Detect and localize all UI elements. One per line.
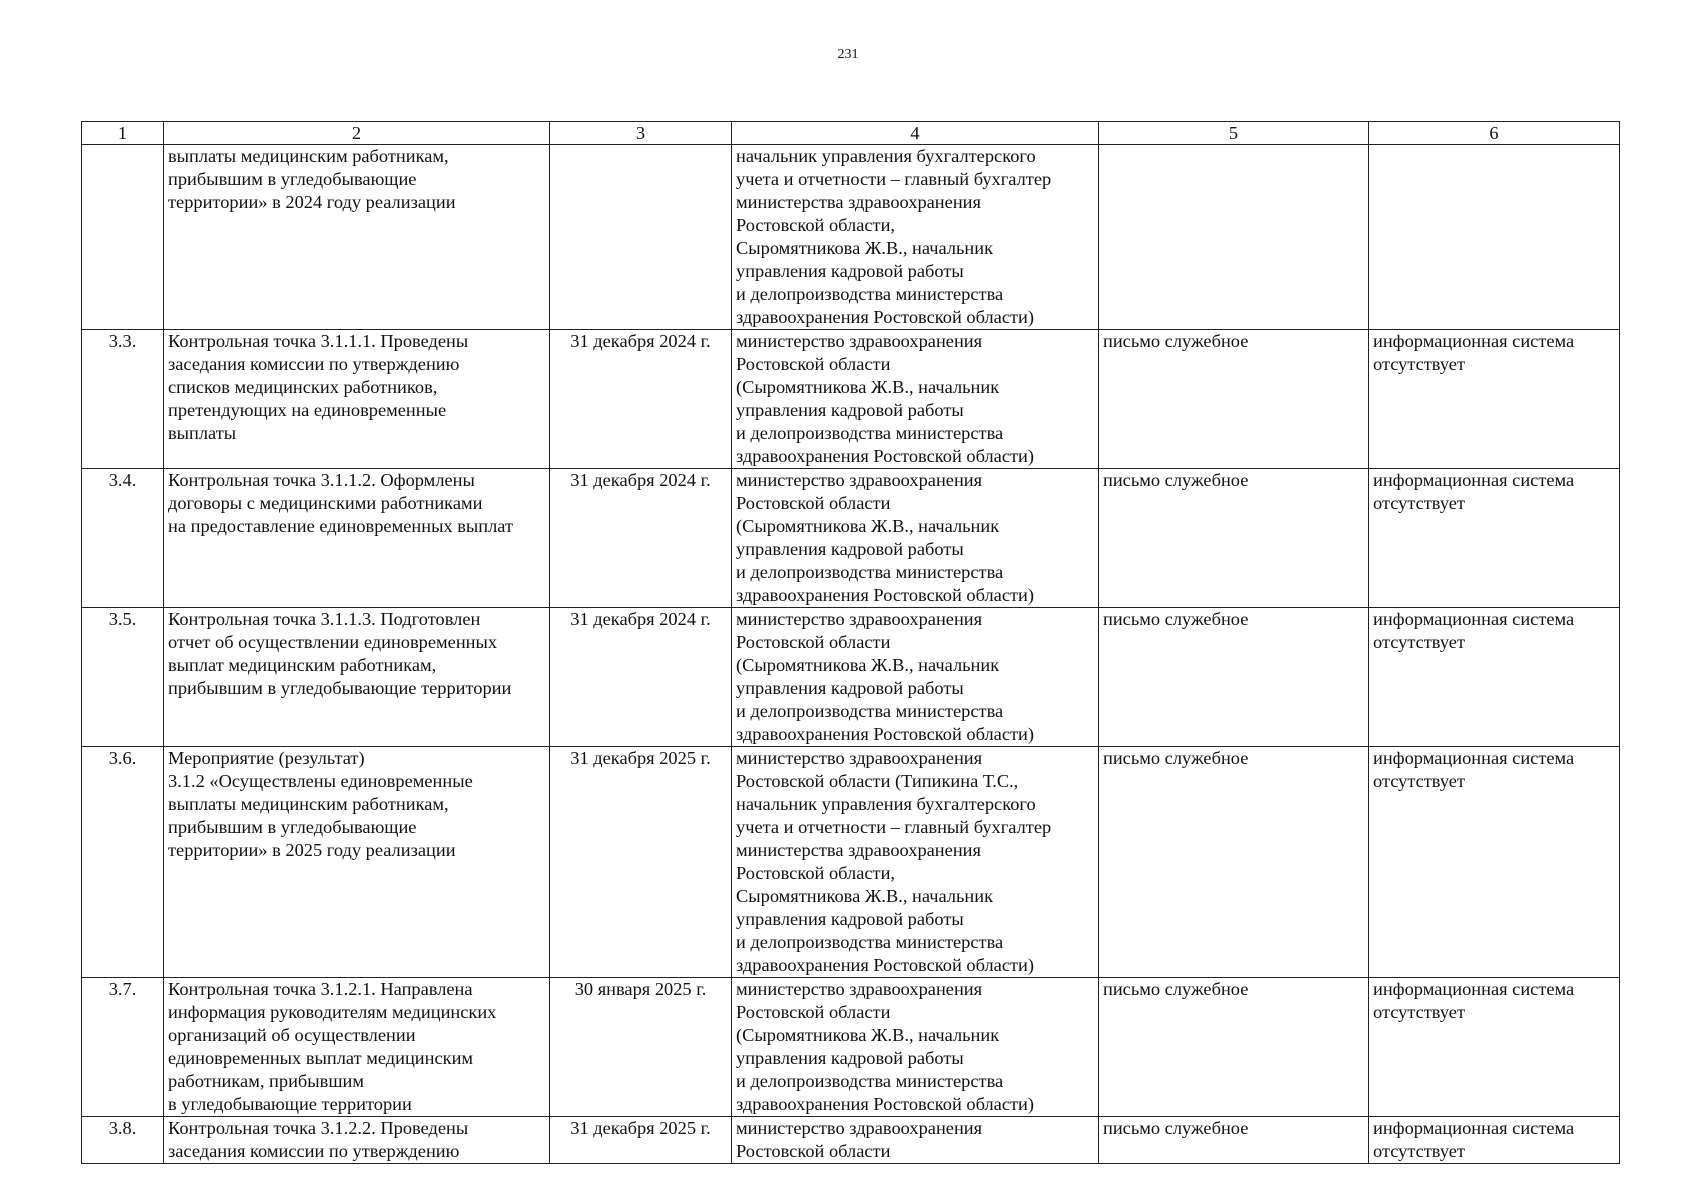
document-type-cell <box>1099 978 1369 1117</box>
control-point-name-cell <box>164 469 550 608</box>
table-row <box>82 330 1620 469</box>
cell-text: отсутствует <box>1373 1002 1465 1022</box>
cell-text: министерство здравоохранения <box>736 331 983 351</box>
table-row <box>82 145 1620 330</box>
cell-text: здравоохранения Ростовской области) <box>736 1094 1034 1114</box>
cell-text: Мероприятие (результат) <box>168 748 365 768</box>
cell-text: министерство здравоохранения <box>736 470 983 490</box>
responsible-executor-cell <box>732 1117 1099 1164</box>
cell-text: единовременных выплат медицинским <box>168 1048 474 1068</box>
cell-text: начальник управления бухгалтерского <box>736 146 1036 166</box>
control-point-name-cell <box>164 747 550 978</box>
cell-text: здравоохранения Ростовской области) <box>736 955 1034 975</box>
table-row <box>82 608 1620 747</box>
cell-text: письмо служебное <box>1103 1118 1249 1138</box>
responsible-executor-cell <box>732 469 1099 608</box>
cell-text: 31 декабря 2025 г. <box>570 1118 711 1138</box>
cell-text: территории» в 2025 году реализации <box>168 840 456 860</box>
cell-text: Ростовской области, <box>736 215 896 235</box>
cell-text: отсутствует <box>1373 493 1465 513</box>
cell-text: и делопроизводства министерства <box>736 1071 1004 1091</box>
cell-text: прибывшим в угледобывающие территории <box>168 678 512 698</box>
deadline-cell <box>550 608 732 747</box>
deadline-cell <box>550 978 732 1117</box>
cell-text: Контрольная точка 3.1.2.1. Направлена <box>168 979 473 999</box>
information-system-cell <box>1369 608 1620 747</box>
cell-text: информационная система <box>1373 1118 1575 1138</box>
document-type-cell <box>1099 145 1369 330</box>
cell-text: Контрольная точка 3.1.1.3. Подготовлен <box>168 609 481 629</box>
cell-text: 3.7. <box>108 979 137 999</box>
cell-text: министерство здравоохранения <box>736 609 983 629</box>
cell-text: министерство здравоохранения <box>736 1118 983 1138</box>
control-point-name-cell <box>164 608 550 747</box>
cell-text: информация руководителям медицинских <box>168 1002 497 1022</box>
column-header: 6 <box>1369 122 1620 145</box>
cell-text: и делопроизводства министерства <box>736 284 1004 304</box>
cell-text: заседания комиссии по утверждению <box>168 354 460 374</box>
cell-text: и делопроизводства министерства <box>736 932 1004 952</box>
cell-text: 3.4. <box>108 470 137 490</box>
cell-text: Ростовской области <box>736 1002 891 1022</box>
control-point-name-cell <box>164 330 550 469</box>
cell-text: работникам, прибывшим <box>168 1071 364 1091</box>
cell-text: Контрольная точка 3.1.2.2. Проведены <box>168 1118 469 1138</box>
cell-text: 3.1.2 «Осуществлены единовременные <box>168 771 473 791</box>
cell-text: управления кадровой работы <box>736 678 964 698</box>
control-point-name-cell <box>164 145 550 330</box>
document-type-cell <box>1099 330 1369 469</box>
row-number-cell <box>82 978 164 1117</box>
information-system-cell <box>1369 978 1620 1117</box>
table-row <box>82 978 1620 1117</box>
header-row <box>82 122 1620 145</box>
cell-text: письмо служебное <box>1103 748 1249 768</box>
cell-text: Ростовской области <box>736 493 891 513</box>
cell-text: Ростовской области <box>736 354 891 374</box>
row-number-cell <box>82 608 164 747</box>
document-type-cell <box>1099 608 1369 747</box>
cell-text: учета и отчетности – главный бухгалтер <box>736 169 1052 189</box>
cell-text: здравоохранения Ростовской области) <box>736 307 1034 327</box>
control-point-name-cell <box>164 1117 550 1164</box>
cell-text: информационная система <box>1373 979 1575 999</box>
deadline-cell <box>550 469 732 608</box>
column-header: 4 <box>732 122 1099 145</box>
row-number-cell <box>82 469 164 608</box>
cell-text: претендующих на единовременные <box>168 400 447 420</box>
cell-text: Ростовской области (Типикина Т.С., <box>736 771 1019 791</box>
cell-text: управления кадровой работы <box>736 261 964 281</box>
page-number: 231 <box>837 47 859 62</box>
deadline-cell <box>550 1117 732 1164</box>
cell-text: прибывшим в угледобывающие <box>168 817 417 837</box>
cell-text: управления кадровой работы <box>736 539 964 559</box>
cell-text: 3.3. <box>108 331 137 351</box>
cell-text: в угледобывающие территории <box>168 1094 412 1114</box>
cell-text: организаций об осуществлении <box>168 1025 416 1045</box>
cell-text: Сыромятникова Ж.В., начальник <box>736 886 994 906</box>
information-system-cell <box>1369 1117 1620 1164</box>
control-point-name-cell <box>164 978 550 1117</box>
cell-text: и делопроизводства министерства <box>736 423 1004 443</box>
information-system-cell <box>1369 145 1620 330</box>
cell-text: на предоставление единовременных выплат <box>168 516 513 536</box>
cell-text: информационная система <box>1373 748 1575 768</box>
document-type-cell <box>1099 469 1369 608</box>
cell-text: 30 января 2025 г. <box>574 979 707 999</box>
cell-text: управления кадровой работы <box>736 909 964 929</box>
deadline-cell <box>550 145 732 330</box>
cell-text: отсутствует <box>1373 354 1465 374</box>
column-header: 5 <box>1099 122 1369 145</box>
cell-text: территории» в 2024 году реализации <box>168 192 456 212</box>
table-header <box>82 122 1620 145</box>
row-number-cell <box>82 330 164 469</box>
control-points-table <box>81 121 1620 1164</box>
deadline-cell <box>550 747 732 978</box>
cell-text: (Сыромятникова Ж.В., начальник <box>736 1025 1000 1045</box>
cell-text: управления кадровой работы <box>736 1048 964 1068</box>
responsible-executor-cell <box>732 608 1099 747</box>
responsible-executor-cell <box>732 978 1099 1117</box>
table-row <box>82 469 1620 608</box>
cell-text: здравоохранения Ростовской области) <box>736 585 1034 605</box>
cell-text: министерство здравоохранения <box>736 748 983 768</box>
cell-text: Сыромятникова Ж.В., начальник <box>736 238 994 258</box>
cell-text: 3.6. <box>108 748 137 768</box>
cell-text: Ростовской области, <box>736 863 896 883</box>
cell-text: и делопроизводства министерства <box>736 562 1004 582</box>
cell-text: письмо служебное <box>1103 979 1249 999</box>
cell-text: 3.5. <box>108 609 137 629</box>
cell-text: отсутствует <box>1373 1141 1465 1161</box>
cell-text: заседания комиссии по утверждению <box>168 1141 460 1161</box>
responsible-executor-cell <box>732 145 1099 330</box>
column-header: 3 <box>550 122 732 145</box>
cell-text: информационная система <box>1373 331 1575 351</box>
responsible-executor-cell <box>732 330 1099 469</box>
row-number-cell <box>82 145 164 330</box>
cell-text: и делопроизводства министерства <box>736 701 1004 721</box>
document-type-cell <box>1099 1117 1369 1164</box>
cell-text: письмо служебное <box>1103 470 1249 490</box>
document-type-cell <box>1099 747 1369 978</box>
deadline-cell <box>550 330 732 469</box>
cell-text: информационная система <box>1373 470 1575 490</box>
responsible-executor-cell <box>732 747 1099 978</box>
cell-text: Ростовской области <box>736 1141 891 1161</box>
cell-text: 31 декабря 2024 г. <box>570 609 711 629</box>
table-body <box>82 145 1620 1164</box>
cell-text: договоры с медицинскими работниками <box>168 493 483 513</box>
cell-text: министерство здравоохранения <box>736 979 983 999</box>
cell-text: 31 декабря 2025 г. <box>570 748 711 768</box>
cell-text: отсутствует <box>1373 632 1465 652</box>
information-system-cell <box>1369 330 1620 469</box>
cell-text: начальник управления бухгалтерского <box>736 794 1036 814</box>
cell-text: (Сыромятникова Ж.В., начальник <box>736 516 1000 536</box>
table-row <box>82 1117 1620 1164</box>
cell-text: 31 декабря 2024 г. <box>570 470 711 490</box>
cell-text: 3.8. <box>108 1118 137 1138</box>
cell-text: 31 декабря 2024 г. <box>570 331 711 351</box>
cell-text: (Сыромятникова Ж.В., начальник <box>736 377 1000 397</box>
cell-text: учета и отчетности – главный бухгалтер <box>736 817 1052 837</box>
information-system-cell <box>1369 747 1620 978</box>
column-header: 1 <box>82 122 164 145</box>
cell-text: здравоохранения Ростовской области) <box>736 724 1034 744</box>
cell-text: письмо служебное <box>1103 609 1249 629</box>
cell-text: Ростовской области <box>736 632 891 652</box>
table-row <box>82 747 1620 978</box>
cell-text: выплаты медицинским работникам, <box>168 146 449 166</box>
cell-text: выплат медицинским работникам, <box>168 655 437 675</box>
cell-text: отсутствует <box>1373 771 1465 791</box>
cell-text: Контрольная точка 3.1.1.1. Проведены <box>168 331 469 351</box>
cell-text: управления кадровой работы <box>736 400 964 420</box>
cell-text: (Сыромятникова Ж.В., начальник <box>736 655 1000 675</box>
cell-text: выплаты медицинским работникам, <box>168 794 449 814</box>
cell-text: списков медицинских работников, <box>168 377 438 397</box>
cell-text: министерства здравоохранения <box>736 192 981 212</box>
cell-text: здравоохранения Ростовской области) <box>736 446 1034 466</box>
row-number-cell <box>82 747 164 978</box>
cell-text: отчет об осуществлении единовременных <box>168 632 498 652</box>
column-header: 2 <box>164 122 550 145</box>
cell-text: прибывшим в угледобывающие <box>168 169 417 189</box>
cell-text: письмо служебное <box>1103 331 1249 351</box>
cell-text: министерства здравоохранения <box>736 840 981 860</box>
cell-text: информационная система <box>1373 609 1575 629</box>
cell-text: выплаты <box>168 423 237 443</box>
cell-text: Контрольная точка 3.1.1.2. Оформлены <box>168 470 475 490</box>
information-system-cell <box>1369 469 1620 608</box>
row-number-cell <box>82 1117 164 1164</box>
